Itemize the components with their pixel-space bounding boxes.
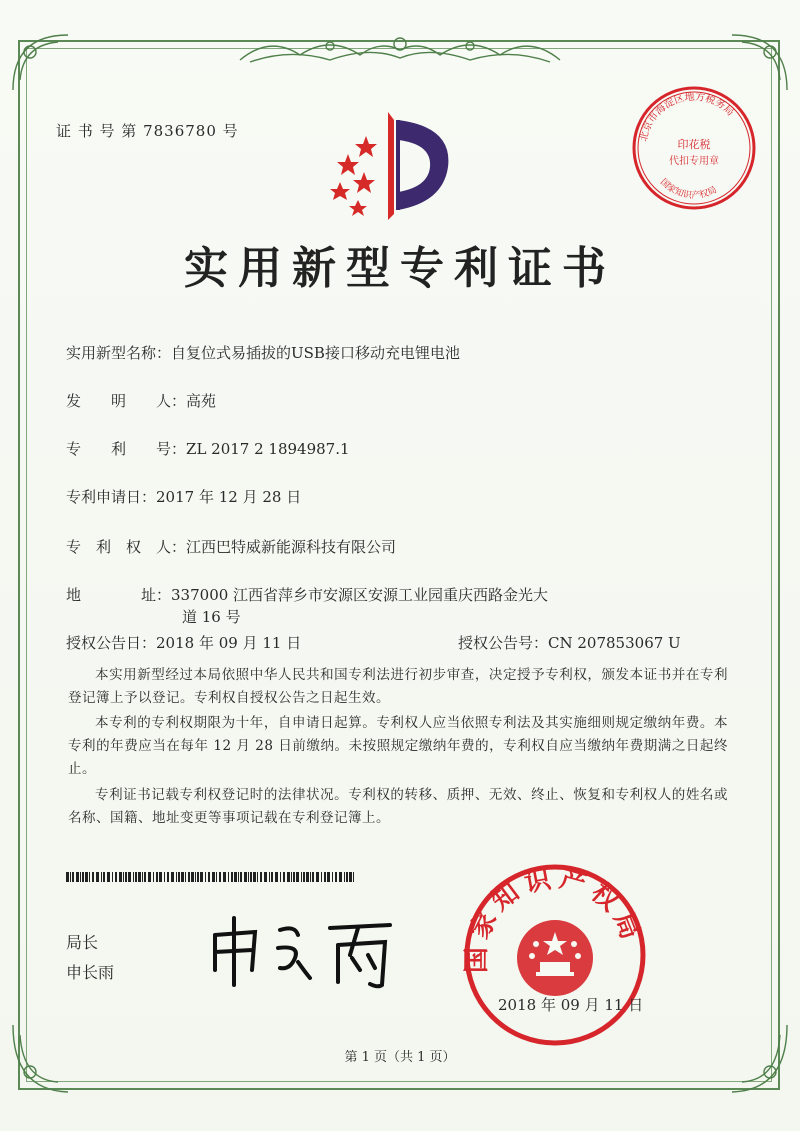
field-label: 实用新型名称： [66,344,172,362]
svg-text:国家知识产权局: 国家知识产权局 [657,177,719,202]
field-value: 2018 年 09 月 11 日 [156,634,302,652]
field-address-line2: 道 16 号 [182,608,241,626]
field-owner [66,536,396,557]
director-title: 局长 [66,933,99,952]
svg-text:北京市海淀区地方税务局: 北京市海淀区地方税务局 [638,91,736,143]
field-grant-no [458,632,681,653]
seal-date: 2018 年 09 月 11 日 [498,996,644,1014]
national-ip-office-seal [460,860,650,1050]
national-emblem-icon [517,920,593,996]
field-label: 专利申请日： [66,488,157,506]
certificate-number: 证 书 号 第 7836780 号 [56,122,239,140]
page-number: 第 1 页（共 1 页） [344,1050,456,1065]
field-label: 专 利 权 人： [66,538,187,556]
field-value: CN 207853067 U [548,634,681,652]
field-inventor [66,390,216,411]
field-label: 专 利 号： [66,440,187,458]
paragraph-legal-status: 专利证书记载专利权登记时的法律状况。专利权的转移、质押、无效、终止、恢复和专利权人的姓名或名称、国籍、地址变更等事项记载在专利登记簿上。 [68,787,728,826]
tax-stamp-seal [628,82,760,214]
field-value: 高苑 [186,392,217,410]
barcode [66,872,356,882]
field-value: ZL 2017 2 1894987.1 [186,440,350,458]
corner-ornament [8,30,78,100]
field-value: 2017 年 12 月 28 日 [156,488,302,506]
paragraph-grant: 本实用新型经过本局依照中华人民共和国专利法进行初步审查，决定授予专利权，颁发本证书并在专利登记簿上予以登记。专利权自授权公告之日起生效。 [68,667,728,706]
handwritten-signature [200,900,400,990]
field-label: 发 明 人： [66,392,187,410]
director-name: 申长雨 [66,963,115,982]
patent-emblem-icon [318,92,468,232]
paragraph-term: 本专利的专利权期限为十年，自申请日起算。专利权人应当依照专利法及其实施细则规定缴纳年费。本专利的年费应当在每年 12 月 28 日前缴纳。未按照规定缴纳年费的，专利权自应当缴纳年费期满之日起终止。 [68,715,728,777]
field-value: 江西巴特威新能源科技有限公司 [186,538,397,556]
field-address [66,584,548,605]
field-patent-no [66,438,350,459]
field-label: 授权公告日： [66,634,157,652]
field-value: 337000 江西省萍乡市安源区安源工业园重庆西路金光大 [171,586,549,604]
field-grant-date [66,632,301,653]
svg-text:代扣专用章: 代扣专用章 [669,156,719,167]
field-label: 地 址： [66,586,172,604]
svg-text:国家知识产权局: 国家知识产权局 [461,863,648,974]
svg-text:印花税: 印花税 [677,138,711,151]
certificate-title: 实用新型专利证书 [184,243,616,294]
top-ornament [230,30,570,70]
field-value: 自复位式易插拔的USB接口移动充电锂电池 [171,344,460,362]
field-label: 授权公告号： [458,634,549,652]
field-apply-date [66,486,301,507]
field-model-name [66,342,460,363]
